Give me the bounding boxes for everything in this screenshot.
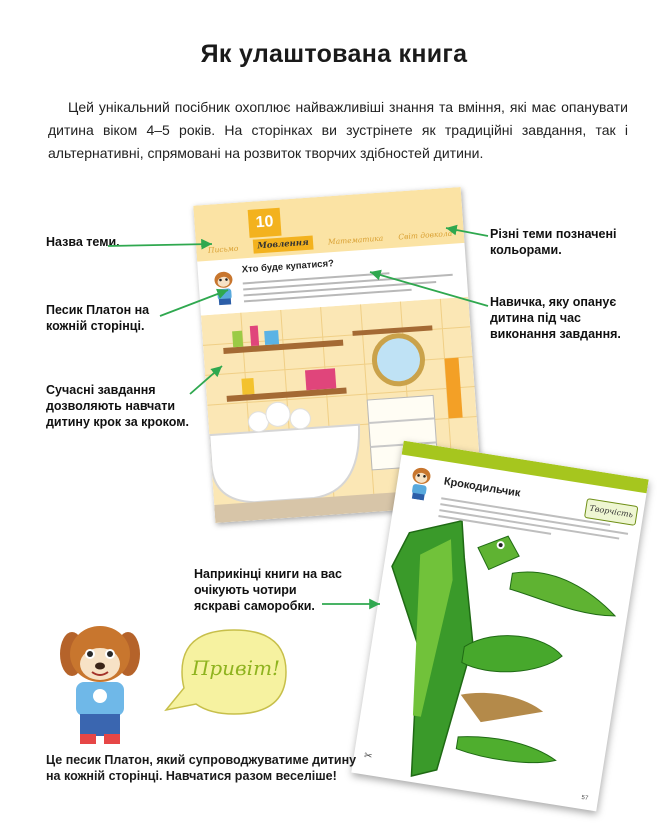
dog-icon [210, 269, 238, 307]
svg-text:✂: ✂ [363, 750, 374, 763]
page-title: Як улаштована книга [200, 40, 468, 68]
callout-modern-tasks: Сучасні завдання дозволяють навчати дитину крок за кроком. [46, 383, 189, 429]
topic-tag: Творчість [584, 498, 638, 526]
tab-math: Математика [327, 233, 384, 246]
task-title: Хто буде купатися? [241, 258, 335, 276]
intro-paragraph: Цей унікальний посібник охоплює найважливіші знання та вміння, які має опанувати дитина віком 4–5 років. На сторінках ви зустрінете як традиційні завдання, так і альтернативні, спрямовані на розвиток творчих здібностей дитини. [48, 99, 628, 161]
dog-platon-illustration [50, 614, 150, 752]
bubble-text: Привіт! [191, 656, 281, 680]
crocodile-craft-illustration [351, 510, 638, 812]
callout-crafts: Наприкінці книги на вас очікують чотири яскраві саморобки. [194, 567, 343, 613]
page-number: 57 [580, 794, 589, 802]
callout-theme-colors: Різні теми позначені кольорами. [490, 227, 617, 257]
callout-dog: Песик Платон на кожній сторінці. [46, 303, 150, 333]
sample-page-craft [351, 441, 649, 812]
callout-topic-name: Назва теми. [46, 235, 120, 249]
callout-skill: Навичка, яку опанує дитина під час виконання завдання. [490, 295, 621, 341]
speech-bubble [162, 624, 290, 720]
bottom-caption: Це песик Платон, який супроводжуватиме дитину на кожній сторінці. Навчатися разом веселіше! [46, 753, 357, 783]
tab-writing: Письмо [207, 243, 239, 255]
craft-title: Крокодильчик [442, 475, 522, 500]
dog-icon [405, 464, 436, 502]
page-top-bar [402, 441, 649, 494]
tab-speech: Мовлення [253, 236, 313, 254]
tab-world: Світ довкола [398, 228, 453, 241]
page-number: 10 [248, 208, 282, 238]
